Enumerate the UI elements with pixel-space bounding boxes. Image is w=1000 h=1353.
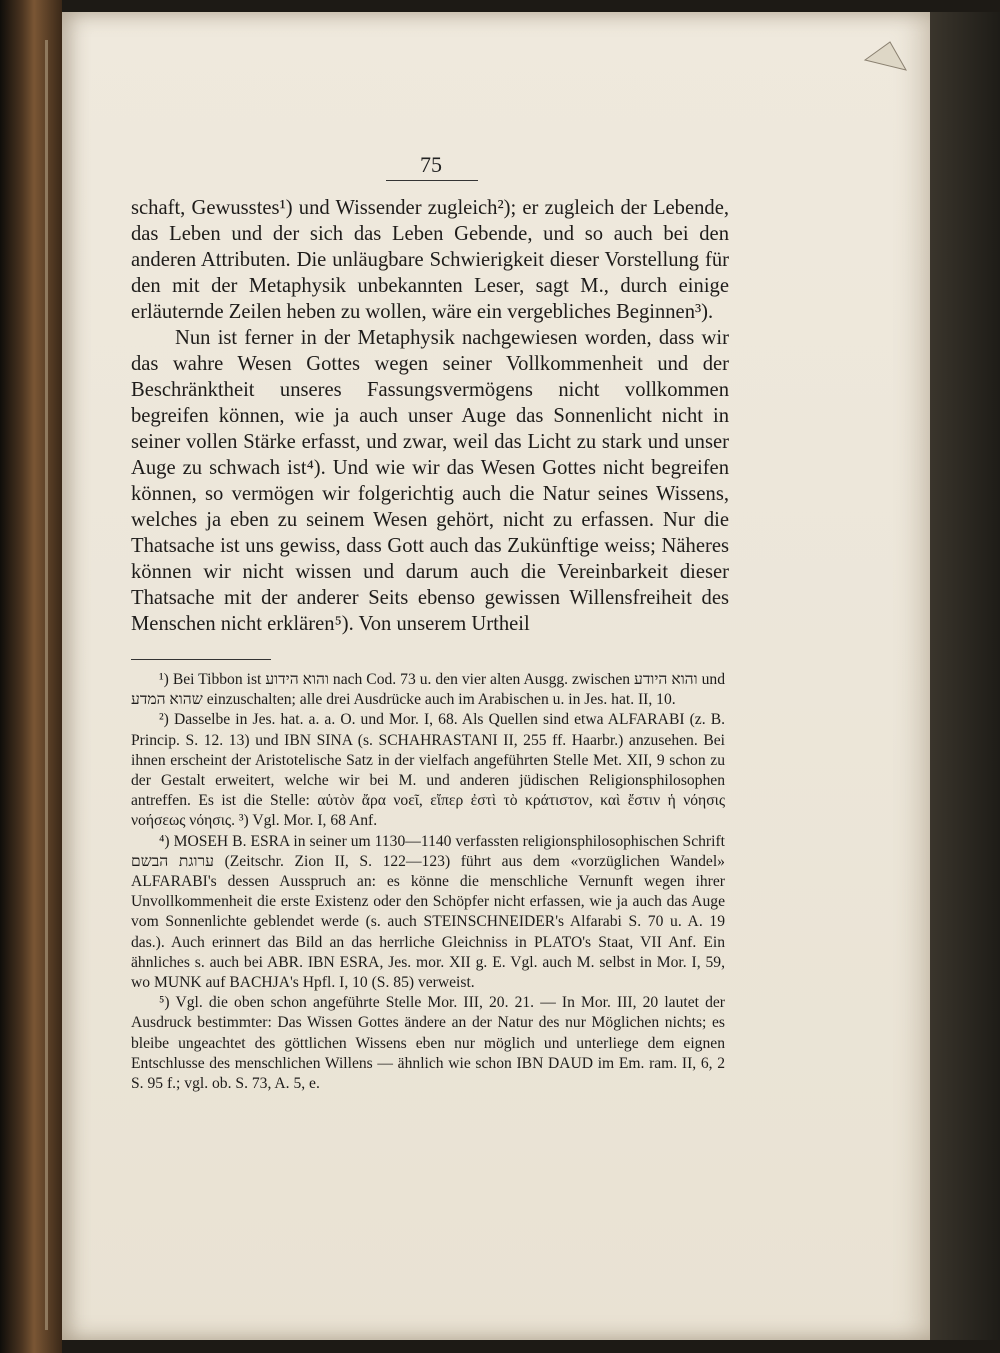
footnote: ¹) Bei Tibbon ist והוא הידוע nach Cod. 73 u. den vier alten Ausgg. zwischen והוא היודע und שהוא המדע einzuschalten; alle drei Ausdrücke auch im Arabischen u. in Jes. hat. II, 10. [131,671,725,709]
page-edge-shadow [930,12,1000,1340]
body-paragraph: Nun ist ferner in der Metaphysik nachgewiesen worden, dass wir das wahre Wesen Gottes wegen seiner Vollkommenheit und der Beschränktheit unseres Fassungsvermögens nicht vollkommen begreifen können, wie ja auch unser Auge das Sonnenlicht nicht in seiner vollen Stärke erfasst, und zwar, weil das Licht zu stark und unser Auge zu schwach ist⁴). Und wie wir das Wesen Gottes nicht begreifen können, so vermögen wir folgerichtig auch die Natur seines Wissens, welches ja eben zu seinem Wesen gehört, nicht zu erfassen. Nur die Thatsache ist uns gewiss, dass Gott auch das Zukünftige weiss; Näheres können wir nicht wissen und darum auch die Vereinbarkeit dieser Thatsache mit der anderer Seits ebenso gewissen Willensfreiheit des Menschen nicht erklären⁵). Von unserem Urtheil [131,327,729,635]
footnote: ⁵) Vgl. die oben schon angeführte Stelle Mor. III, 20. 21. — In Mor. III, 20 lautet der Ausdruck bestimmter: Das Wissen Gottes ändere an der Natur des nur Möglichen nichts; es bleibe ungeachtet des göttlichen Wissens eben nur möglich und unterliege dem eignen Entschlusse des menschlichen Willens — ähnlich wie schon IBN DAUD im Em. ram. II, 6, 2 S. 95 f.; vgl. ob. S. 73, A. 5, e. [131,994,725,1093]
footnote-rule [131,659,271,660]
page-number-rule [386,180,478,181]
book-spine [0,0,62,1353]
page-number: 75 [420,152,442,177]
body-paragraph: schaft, Gewusstes¹) und Wissender zugleich²); er zugleich der Lebende, das Leben und der sich das Leben Gebende, und so auch bei den anderen Attributen. Die unläugbare Schwierigkeit dieser Vorstellung für den mit der Metaphysik unbekannten Leser, sagt M., durch einige erläuternde Zeilen heben zu wollen, wäre ein vergebliches Beginnen³). [131,197,729,323]
footnote: ²) Dasselbe in Jes. hat. a. a. O. und Mor. I, 68. Als Quellen sind etwa ALFARABI (z. B. Princip. S. 12. 13) und IBN SINA (s. SCHAHRASTANI II, 255 ff. Haarbr.) anzusehen. Bei ihnen erscheint der Aristotelische Satz in der vielfach angeführten Stelle Met. XII, 9 schon zu der Gestalt erweitert, welche wir bei M. und anderen jüdischen Religionsphilosophen antreffen. Es ist die Stelle: αὑτὸν ἄρα νοεῖ, εἴπερ ἐστὶ τὸ κράτιστον, καὶ ἔστιν ἡ νόησις νοήσεως νόησις. ³) Vgl. Mor. I, 68 Anf. [131,711,725,830]
footnotes [131,670,725,1094]
main-text [131,195,729,637]
spine-page-edge [45,40,48,1330]
footnote: ⁴) MOSEH B. ESRA in seiner um 1130—1140 verfassten religionsphilosophischen Schrift ערוגת הבשם (Zeitschr. Zion II, S. 122—123) führt aus dem «vorzüglichen Wandel» ALFARABI's dessen Ausspruch an: es könne die menschliche Vernunft wegen ihrer Unvollkommenheit die erste Existenz oder den Schöpfer nicht erfassen, wie ja auch das Auge vom Sonnenlichte geblendet werde (s. auch STEINSCHNEIDER's Alfarabi S. 70 u. A. 19 das.). Auch erinnert das Bild an das herrliche Gleichniss in PLATO's Staat, VII Anf. Ein ähnliches s. auch bei ABR. IBN ESRA, Jes. mor. XII g. E. Vgl. auch M. selbst in Mor. I, 59, wo MUNK auf BACHJA's Hpfl. I, 10 (S. 85) verweist. [131,832,725,992]
folded-corner-icon [860,40,910,90]
